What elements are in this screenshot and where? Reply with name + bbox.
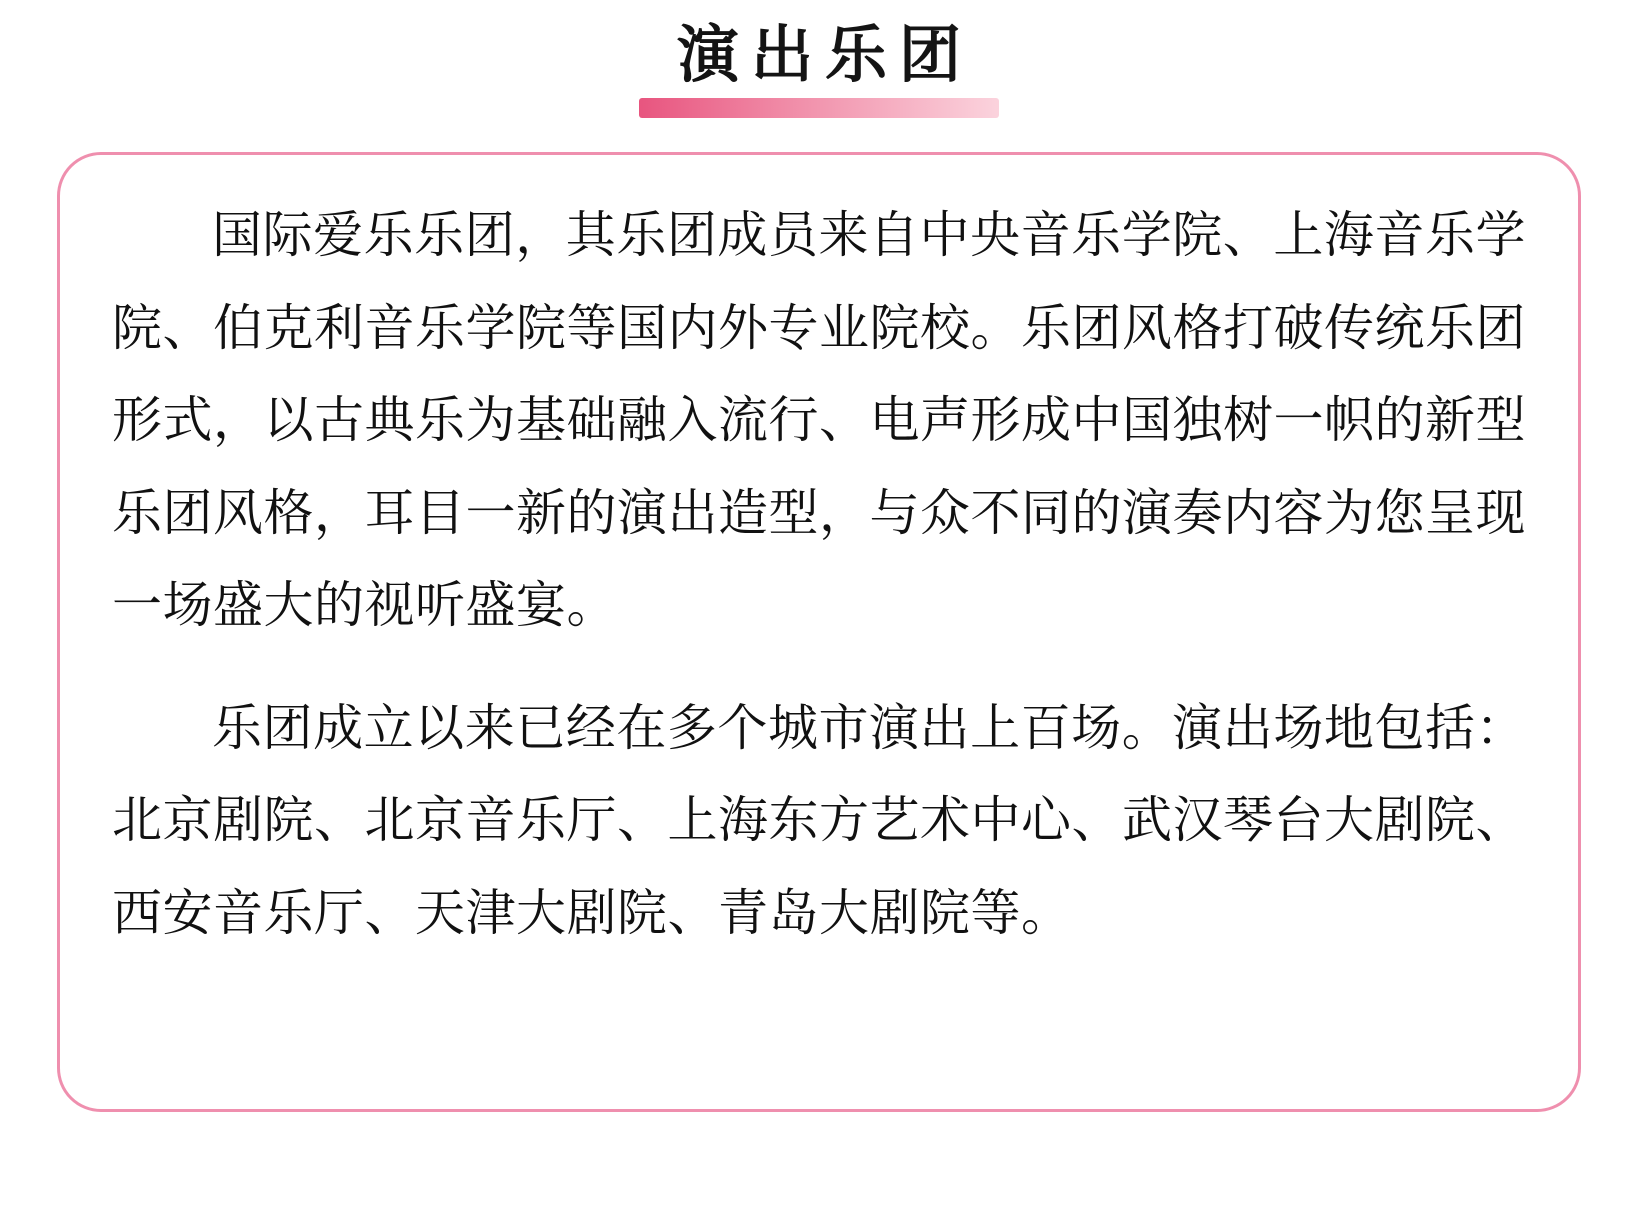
content-card [57, 152, 1581, 1112]
content-card-body [60, 155, 1578, 993]
page-title-block [0, 20, 1638, 91]
page-title: 演出乐团 [676, 21, 973, 90]
paragraph-performance-venues: 乐团成立以来已经在多个城市演出上百场。演出场地包括：北京剧院、北京音乐厅、上海东方艺术中心、武汉琴台大剧院、西安音乐厅、天津大剧院、青岛大剧院等。 [112, 699, 1526, 941]
title-underline-accent [639, 98, 999, 118]
paragraph-orchestra-intro: 国际爱乐乐团，其乐团成员来自中央音乐学院、上海音乐学院、伯克利音乐学院等国内外专业院校。乐团风格打破传统乐团形式，以古典乐为基础融入流行、电声形成中国独树一帜的新型乐团风格，耳目一新的演出造型，与众不同的演奏内容为您呈现一场盛大的视听盛宴。 [112, 207, 1526, 633]
